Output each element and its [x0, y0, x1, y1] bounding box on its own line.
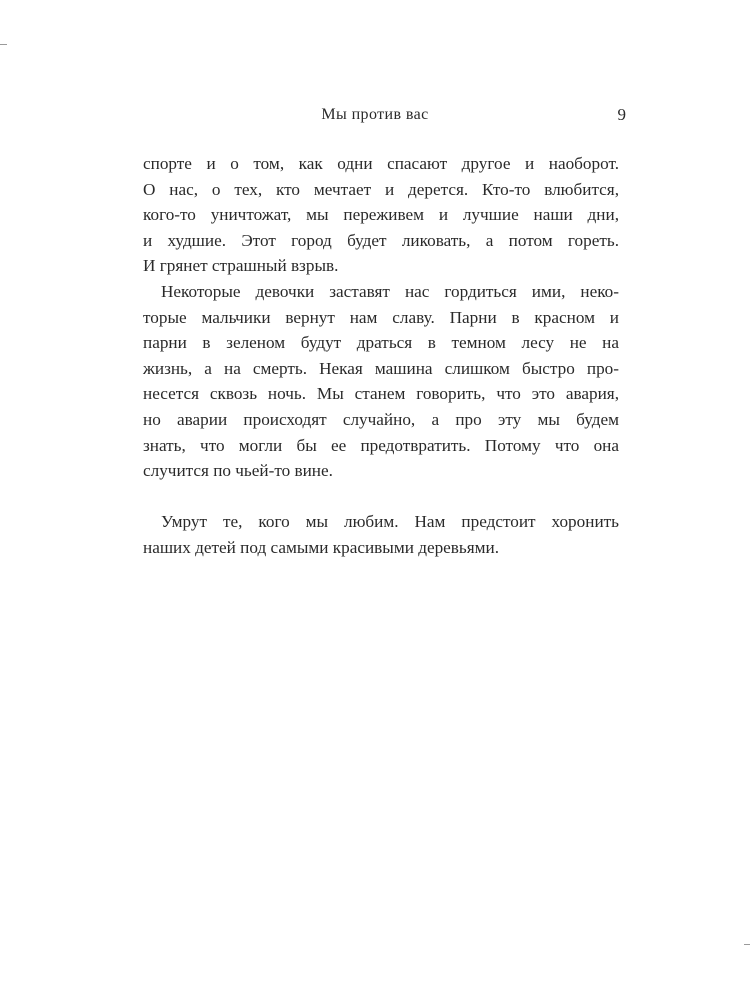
running-head [0, 104, 750, 126]
text-line: но аварии происходят случайно, а про эту мы будем [143, 409, 619, 429]
text-line: и худшие. Этот город будет ликовать, а потом гореть. [143, 230, 619, 250]
text-line: спорте и о том, как одни спасают другое и наоборот. [143, 154, 619, 173]
text-line: кого-то уничтожат, мы переживем и лучшие наши дни, [143, 205, 619, 225]
paragraph-3 [143, 509, 619, 560]
text-line: случится по чьей-то вине. [143, 461, 333, 481]
text-line: жизнь, а на смерть. Некая машина слишком быстро про- [143, 358, 619, 378]
paragraph-1 [143, 151, 619, 279]
running-title: Мы против вас [321, 106, 429, 123]
paragraph-2 [143, 279, 619, 484]
body-text [143, 151, 619, 561]
text-line: парни в зеленом будут драться в темном лесу не на [143, 333, 619, 353]
crop-mark-right [744, 944, 750, 945]
text-line: знать, что могли бы ее предотвратить. Потому что она [143, 435, 619, 455]
text-line: несется сквозь ночь. Мы станем говорить, что это авария, [143, 384, 619, 404]
text-line: О нас, о тех, кто мечтает и дерется. Кто-то влюбится, [143, 179, 619, 199]
text-line: Умрут те, кого мы любим. Нам предстоит хоронить [161, 512, 619, 532]
page-number: 9 [617, 105, 626, 124]
text-line: И грянет страшный взрыв. [143, 256, 339, 276]
text-line: Некоторые девочки заставят нас гордиться ими, неко- [161, 281, 619, 301]
text-line: торые мальчики вернут нам славу. Парни в красном и [143, 307, 619, 327]
section-break [143, 484, 619, 510]
crop-mark-left [0, 44, 7, 45]
text-line: наших детей под самыми красивыми деревьями. [143, 537, 500, 557]
